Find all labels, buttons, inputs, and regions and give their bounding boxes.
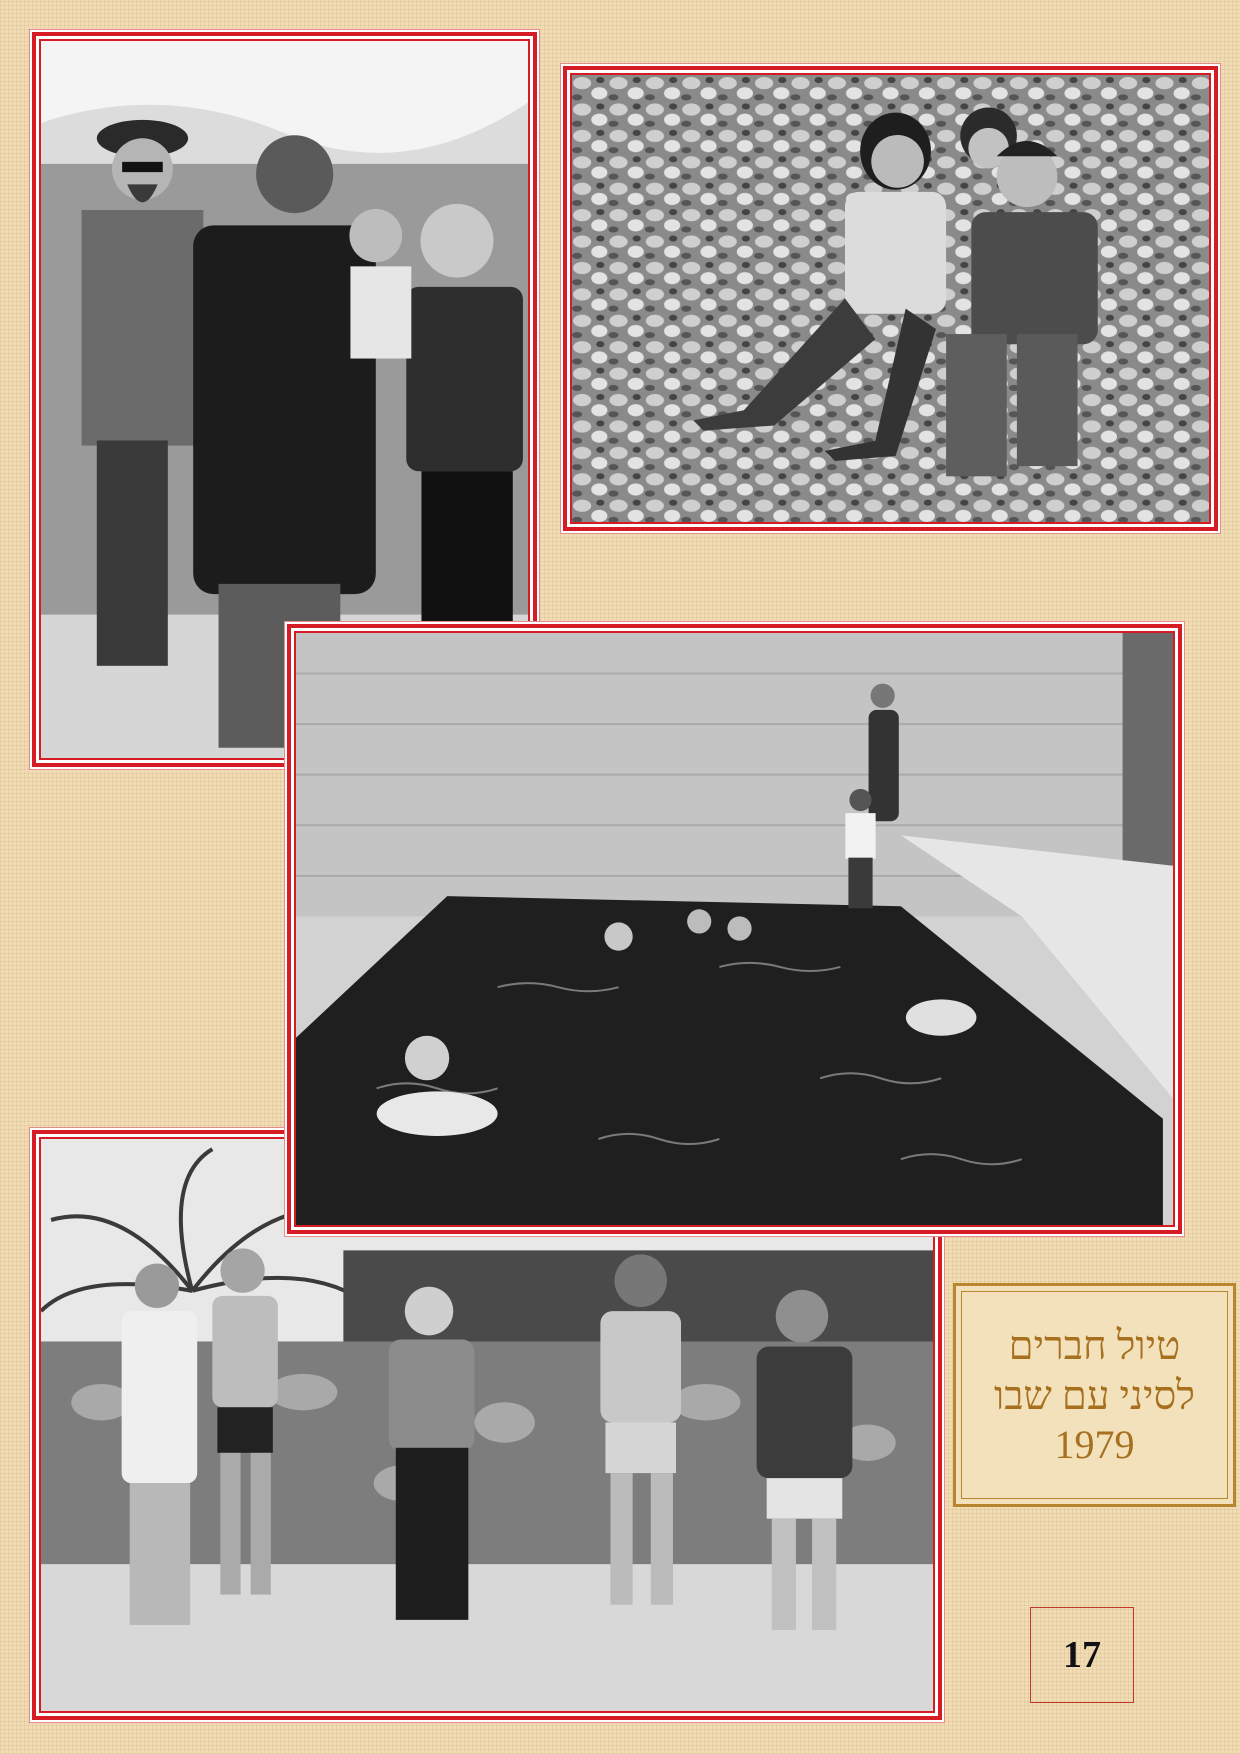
caption-title-line: טיול חברים bbox=[1008, 1323, 1181, 1368]
caption-box bbox=[953, 1283, 1236, 1507]
photo-women-on-rocks bbox=[563, 66, 1218, 531]
photo-women-on-rocks-graphic bbox=[572, 75, 1209, 522]
page-number: 17 bbox=[1063, 1634, 1101, 1676]
photo-women-on-rocks-image bbox=[570, 73, 1211, 524]
caption-year: 1979 bbox=[1054, 1422, 1135, 1467]
caption-subtitle-line: לסיני עם שבו bbox=[994, 1373, 1195, 1418]
photo-pool-swimmers bbox=[287, 624, 1182, 1234]
page-number-box bbox=[1030, 1607, 1134, 1703]
photo-pool-swimmers-image bbox=[294, 631, 1175, 1227]
photo-pool-swimmers-graphic bbox=[296, 633, 1173, 1225]
caption-inner-frame bbox=[961, 1291, 1228, 1499]
